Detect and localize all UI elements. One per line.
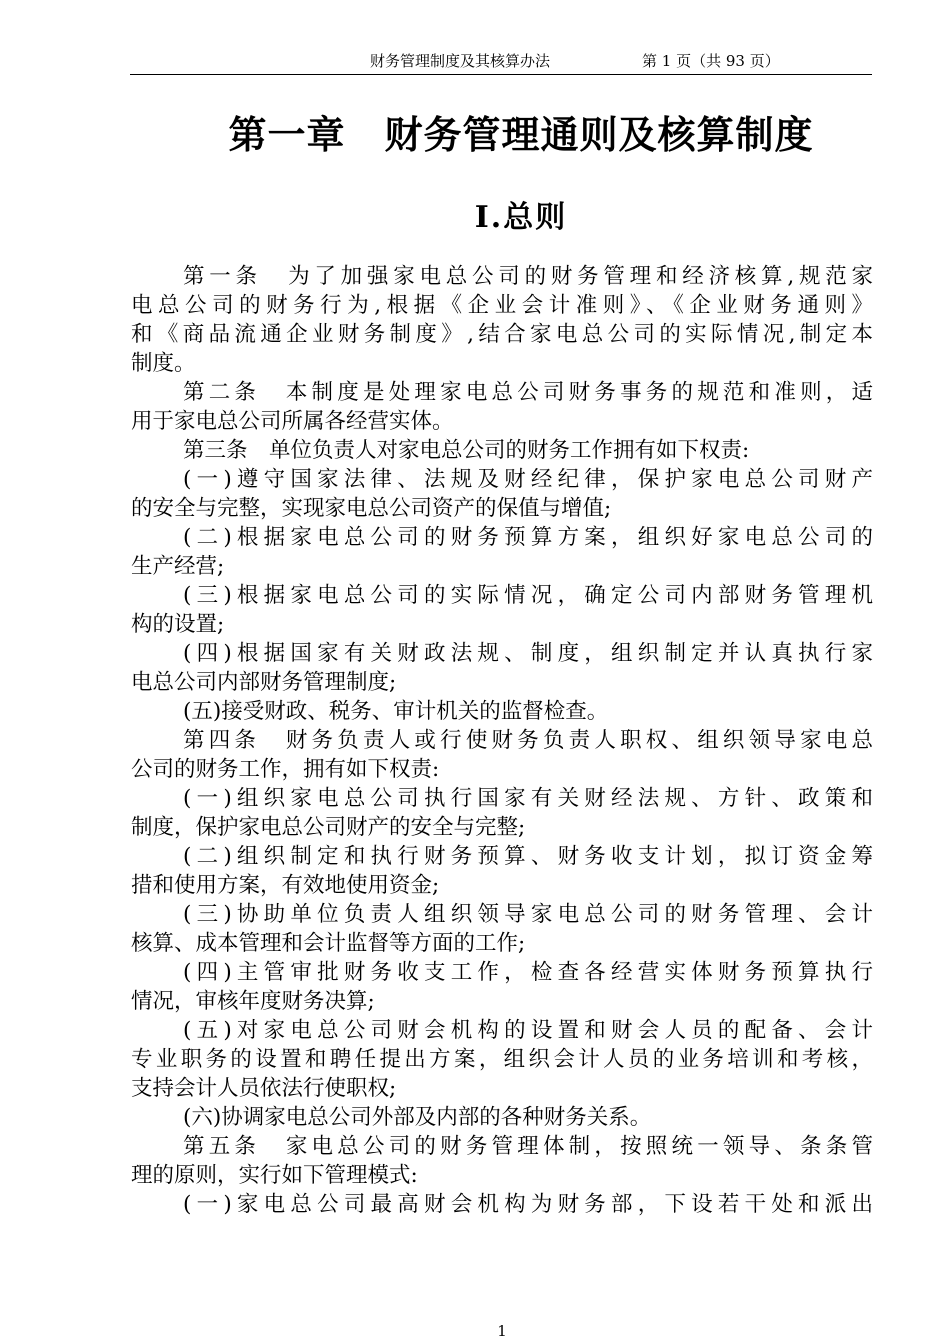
text-line: (一)遵守国家法律、法规及财经纪律，保护家电总公司财产 xyxy=(183,467,873,492)
text-line: 公司的财务工作，拥有如下权责: xyxy=(131,757,440,782)
text-line: (五)对家电总公司财会机构的设置和财会人员的配备、会计 xyxy=(183,1018,873,1043)
text-line: 理的原则，实行如下管理模式: xyxy=(131,1163,418,1188)
text-line: 第三条 单位负责人对家电总公司的财务工作拥有如下权责: xyxy=(183,438,750,463)
header-document-title: 财务管理制度及其核算办法 xyxy=(370,52,551,70)
text-line: 和《商品流通企业财务制度》,结合家电总公司的实际情况,制定本 xyxy=(131,322,873,347)
page-header xyxy=(130,48,872,75)
text-line: (一)家电总公司最高财会机构为财务部，下设若干处和派出 xyxy=(183,1192,873,1217)
text-line: 构的设置; xyxy=(131,612,225,637)
text-line: (五)接受财政、税务、审计机关的监督检查。 xyxy=(183,699,609,724)
text-line: 电总公司的财务行为,根据《企业会计准则》、《企业财务通则》 xyxy=(131,293,873,318)
text-line: 第五条 家电总公司的财务管理体制，按照统一领导、条条管 xyxy=(183,1134,873,1159)
text-line: (三)协助单位负责人组织领导家电总公司的财务管理、会计 xyxy=(183,902,873,927)
text-line: (四)主管审批财务收支工作，检查各经营实体财务预算执行 xyxy=(183,960,873,985)
text-line: 第一条 为了加强家电总公司的财务管理和经济核算,规范家 xyxy=(183,264,873,289)
text-line: (三)根据家电总公司的实际情况，确定公司内部财务管理机 xyxy=(183,583,873,608)
text-line: 第二条 本制度是处理家电总公司财务事务的规范和准则，适 xyxy=(183,380,873,405)
text-line: 支持会计人员依法行使职权; xyxy=(131,1076,397,1101)
text-line: 第四条 财务负责人或行使财务负责人职权、组织领导家电总 xyxy=(183,728,873,753)
text-line: 专业职务的设置和聘任提出方案，组织会计人员的业务培训和考核， xyxy=(131,1047,873,1072)
body-text xyxy=(131,262,873,1219)
text-line: (二)根据家电总公司的财务预算方案，组织好家电总公司的 xyxy=(183,525,873,550)
text-line: 电总公司内部财务管理制度; xyxy=(131,670,397,695)
text-line: 的安全与完整，实现家电总公司资产的保值与增值; xyxy=(131,496,612,521)
text-line: (四)根据国家有关财政法规、制度，组织制定并认真执行家 xyxy=(183,641,873,666)
text-line: 措和使用方案，有效地使用资金; xyxy=(131,873,440,898)
text-line: 用于家电总公司所属各经营实体。 xyxy=(131,409,454,434)
text-line: 情况，审核年度财务决算; xyxy=(131,989,375,1014)
text-line: (六)协调家电总公司外部及内部的各种财务关系。 xyxy=(183,1105,652,1130)
text-line: (一)组织家电总公司执行国家有关财经法规、方针、政策和 xyxy=(183,786,873,811)
footer-page-number: 1 xyxy=(497,1322,507,1340)
text-line: 生产经营; xyxy=(131,554,225,579)
header-page-info: 第 1 页（共 93 页） xyxy=(642,52,780,70)
text-line: 制度。 xyxy=(131,351,196,376)
text-line: 制度，保护家电总公司财产的安全与完整; xyxy=(131,815,526,840)
section-title: Ⅰ.总则 xyxy=(474,200,568,235)
chapter-title: 第一章 财务管理通则及核算制度 xyxy=(228,113,814,157)
text-line: (二)组织制定和执行财务预算、财务收支计划，拟订资金筹 xyxy=(183,844,873,869)
text-line: 核算、成本管理和会计监督等方面的工作; xyxy=(131,931,526,956)
